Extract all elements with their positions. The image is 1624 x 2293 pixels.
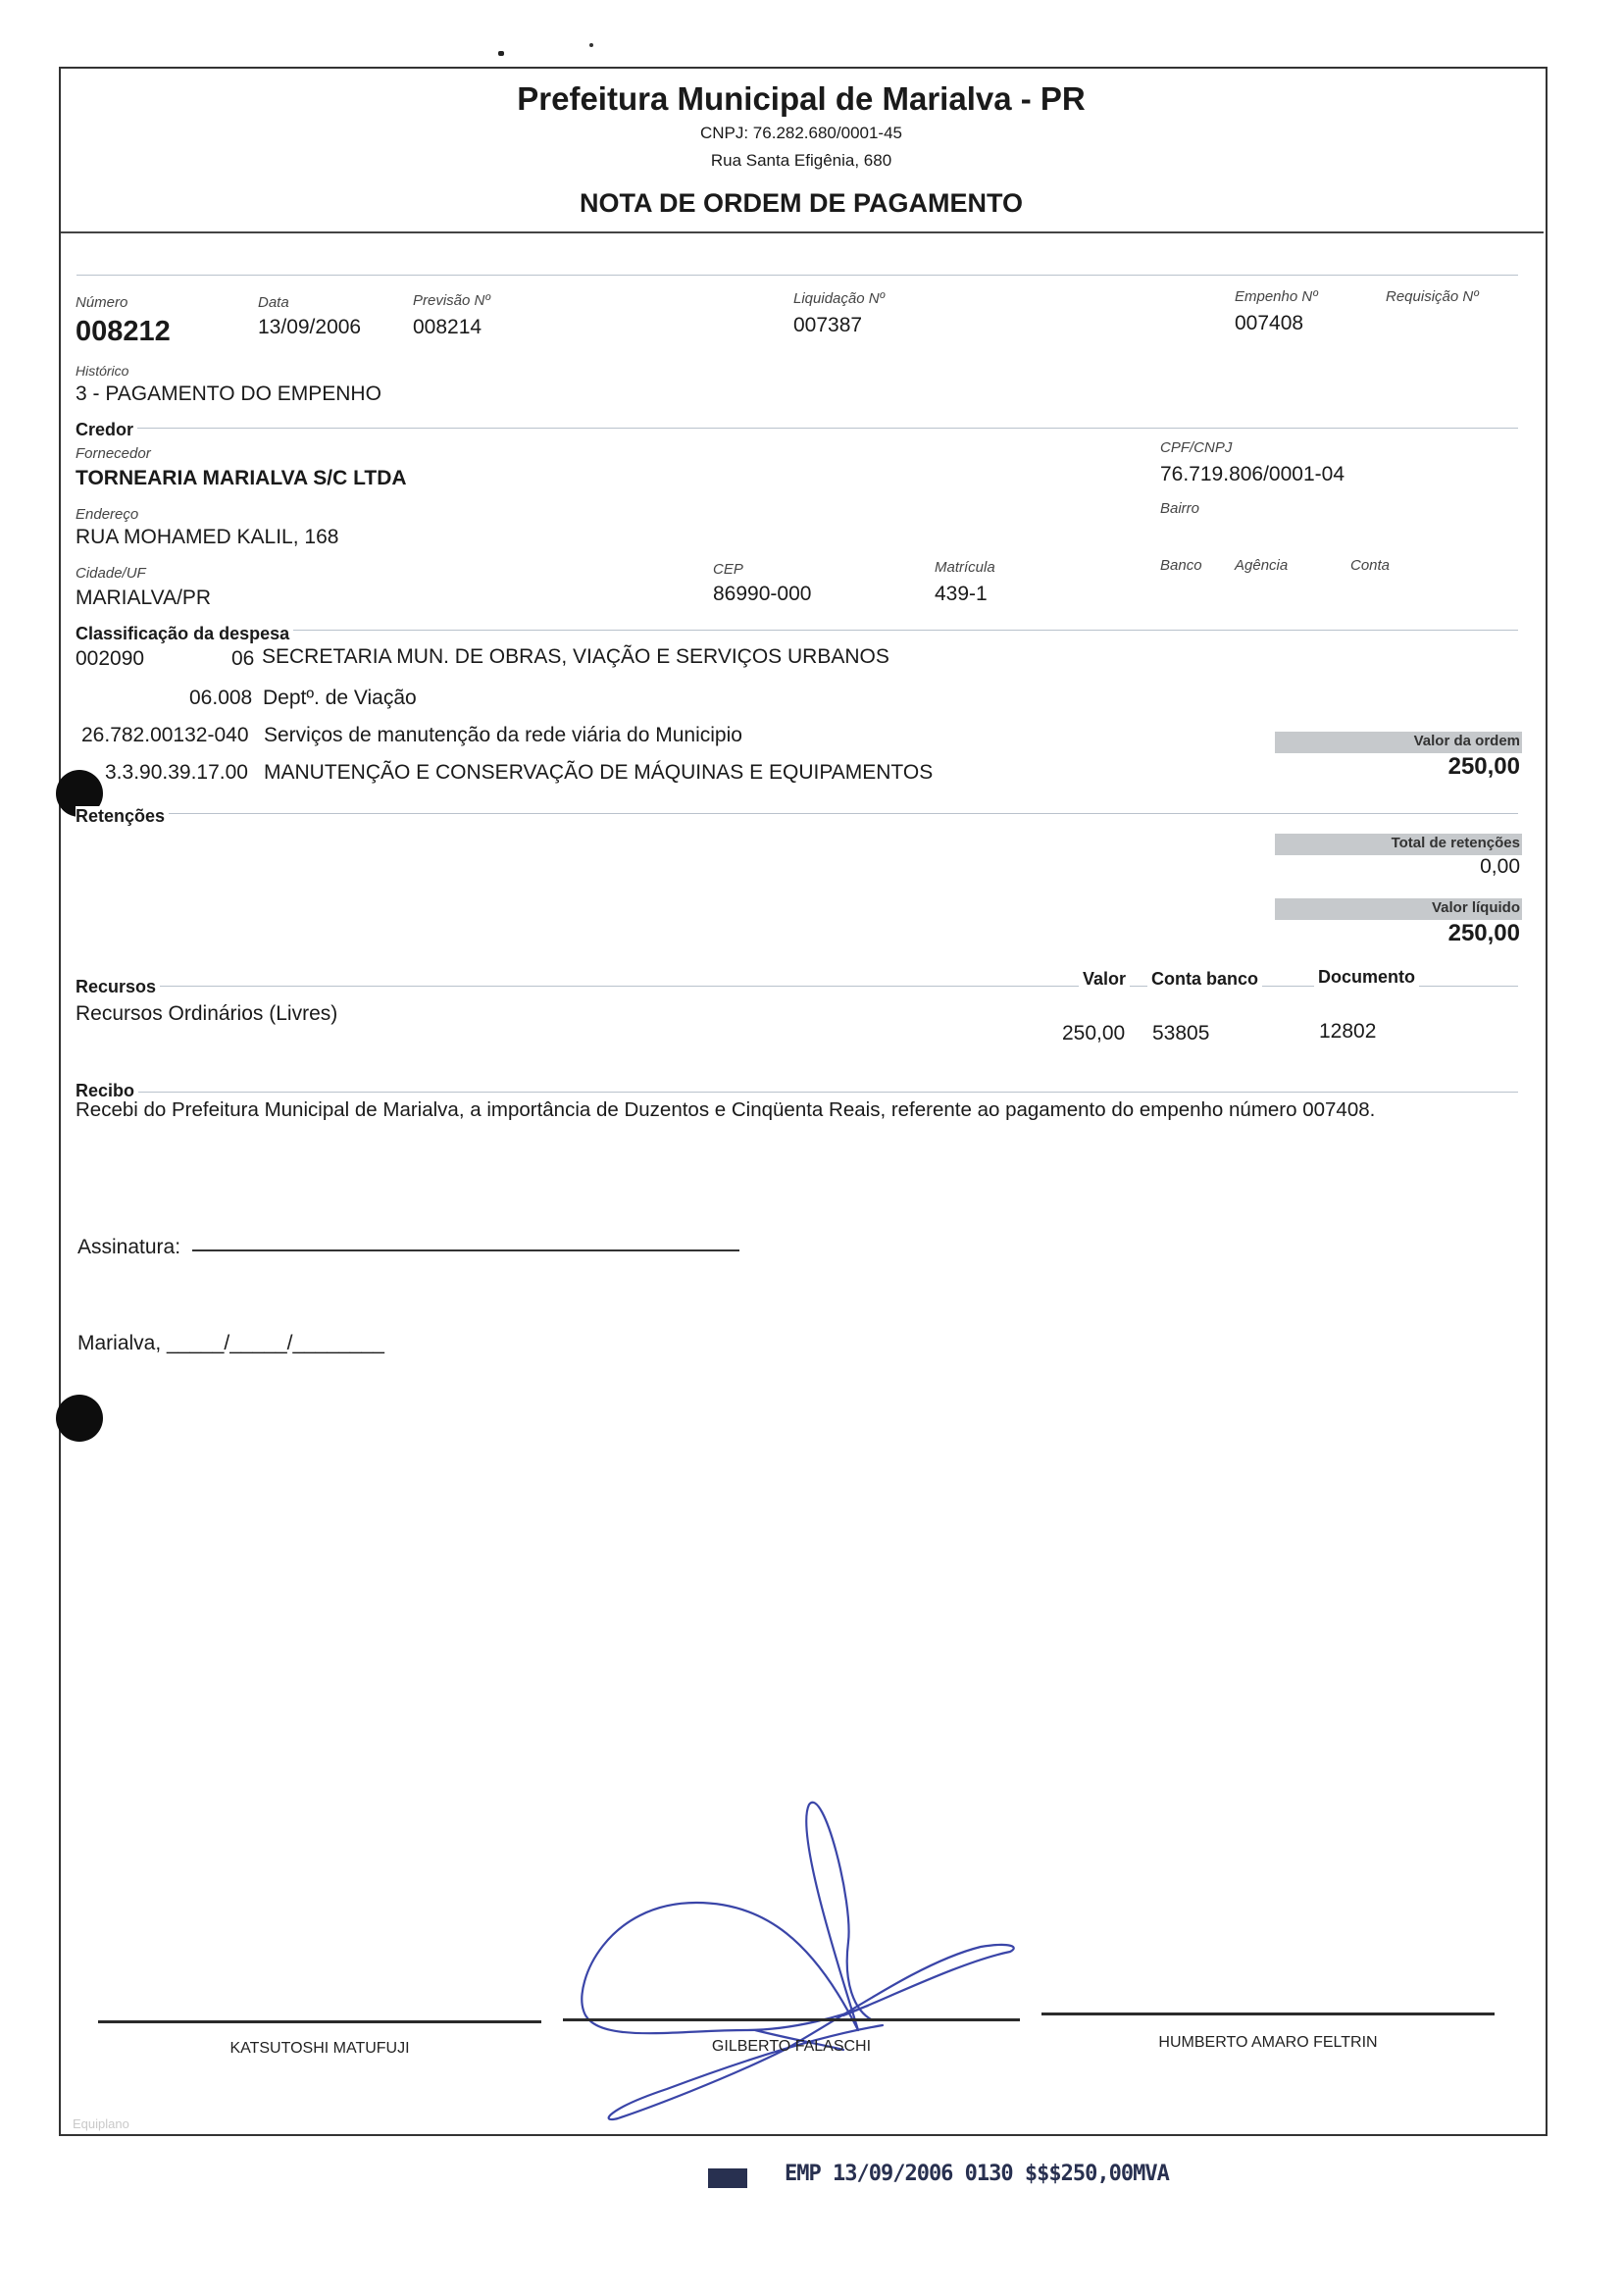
funcional-code: 26.782.00132-040	[81, 724, 249, 746]
cep-label: CEP	[713, 561, 743, 578]
bank-stamp-mark	[708, 2168, 747, 2188]
conta-label: Conta	[1350, 557, 1391, 574]
previsao-label: Previsão Nº	[413, 292, 490, 309]
endereco-label: Endereço	[76, 506, 139, 523]
unidade-code: 06.008	[189, 687, 253, 709]
valor-liquido-label: Valor líquido	[1275, 898, 1522, 920]
credor-section-label: Credor	[76, 420, 137, 440]
data-value: 13/09/2006	[258, 316, 362, 338]
orgao-code: 06	[231, 647, 255, 670]
previsao-value: 008214	[413, 316, 482, 338]
retencoes-divider	[76, 813, 1518, 814]
software-watermark: Equiplano	[73, 2116, 129, 2131]
recursos-conta-header: Conta banco	[1147, 969, 1262, 990]
scan-speck	[589, 43, 593, 47]
recibo-section-label: Recibo	[76, 1081, 138, 1101]
recursos-divider	[76, 986, 1518, 987]
fornecedor-value: TORNEARIA MARIALVA S/C LTDA	[76, 467, 407, 489]
matricula-value: 439-1	[935, 583, 988, 605]
retencoes-section-label: Retenções	[76, 806, 169, 827]
credor-divider	[76, 428, 1518, 429]
address-line: Rua Santa Efigênia, 680	[710, 151, 892, 170]
recursos-section-label: Recursos	[76, 977, 160, 997]
bank-stamp: EMP 13/09/2006 0130 $$$250,00MVA	[785, 2162, 1169, 2186]
header-divider	[61, 231, 1544, 233]
total-retencoes-label: Total de retenções	[1275, 834, 1522, 855]
signature-line-1	[98, 2020, 541, 2023]
assinatura-line	[192, 1249, 739, 1251]
elemento-name: MANUTENÇÃO E CONSERVAÇÃO DE MÁQUINAS E EQUIPAMENTOS	[264, 761, 934, 784]
numero-value: 008212	[76, 316, 171, 347]
signatory-name: HUMBERTO AMARO FELTRIN	[1158, 2034, 1378, 2051]
classificacao-codigo: 002090	[76, 647, 145, 670]
historico-label: Histórico	[76, 363, 129, 379]
divider	[76, 275, 1518, 276]
classificacao-section-label: Classificação da despesa	[76, 624, 293, 644]
cidade-value: MARIALVA/PR	[76, 586, 212, 609]
assinatura-label: Assinatura:	[77, 1236, 181, 1258]
matricula-label: Matrícula	[935, 559, 995, 576]
recibo-divider	[76, 1092, 1518, 1093]
recursos-descricao: Recursos Ordinários (Livres)	[76, 1002, 338, 1025]
cidade-label: Cidade/UF	[76, 565, 146, 582]
liquidacao-label: Liquidação Nº	[793, 290, 886, 307]
banco-label: Banco	[1160, 557, 1202, 574]
liquidacao-value: 007387	[793, 314, 863, 336]
local-data-line: Marialva, _____/_____/________	[77, 1332, 384, 1354]
cnpj-line: CNPJ: 76.282.680/0001-45	[699, 124, 903, 142]
signatory-name: KATSUTOSHI MATUFUJI	[229, 2040, 410, 2057]
unidade-name: Deptº. de Viação	[263, 687, 417, 709]
elemento-code: 3.3.90.39.17.00	[105, 761, 248, 784]
prefeitura-title: Prefeitura Municipal de Marialva - PR	[517, 80, 1086, 117]
recursos-documento: 12802	[1319, 1020, 1377, 1043]
signature-line-3	[1041, 2013, 1495, 2015]
data-label: Data	[258, 294, 289, 311]
cpf-cnpj-label: CPF/CNPJ	[1160, 439, 1233, 456]
recursos-conta: 53805	[1152, 1022, 1210, 1045]
recursos-valor-header: Valor	[1079, 969, 1130, 990]
valor-ordem-label: Valor da ordem	[1275, 732, 1522, 753]
historico-value: 3 - PAGAMENTO DO EMPENHO	[76, 382, 381, 405]
recursos-valor: 250,00	[1062, 1022, 1126, 1045]
bairro-label: Bairro	[1160, 500, 1200, 517]
endereco-value: RUA MOHAMED KALIL, 168	[76, 526, 339, 548]
requisicao-label: Requisição Nº	[1386, 288, 1479, 305]
total-retencoes-value: 0,00	[1480, 855, 1520, 878]
funcional-name: Serviços de manutenção da rede viária do Municipio	[264, 724, 742, 746]
fornecedor-label: Fornecedor	[76, 445, 151, 462]
signatory-name: GILBERTO FALASCHI	[711, 2038, 872, 2055]
valor-liquido-value: 250,00	[1447, 920, 1520, 946]
document-title: NOTA DE ORDEM DE PAGAMENTO	[579, 188, 1023, 218]
cpf-cnpj-value: 76.719.806/0001-04	[1160, 463, 1345, 485]
empenho-label: Empenho Nº	[1235, 288, 1318, 305]
empenho-value: 007408	[1235, 312, 1304, 334]
numero-label: Número	[76, 294, 128, 311]
scan-speck	[498, 51, 504, 56]
cep-value: 86990-000	[713, 583, 812, 605]
valor-ordem-value: 250,00	[1447, 753, 1520, 780]
recibo-text: Recebi do Prefeitura Municipal de Marialva, a importância de Duzentos e Cinqüenta Reais, referente ao pagamento do empenho número 007408.	[76, 1098, 1376, 1121]
orgao-name: SECRETARIA MUN. DE OBRAS, VIAÇÃO E SERVIÇOS URBANOS	[262, 645, 889, 668]
handwritten-signature	[549, 1785, 1040, 2138]
punch-hole	[56, 1395, 103, 1442]
signature-line-2	[563, 2018, 1020, 2021]
agencia-label: Agência	[1235, 557, 1289, 574]
recursos-documento-header: Documento	[1314, 967, 1419, 988]
